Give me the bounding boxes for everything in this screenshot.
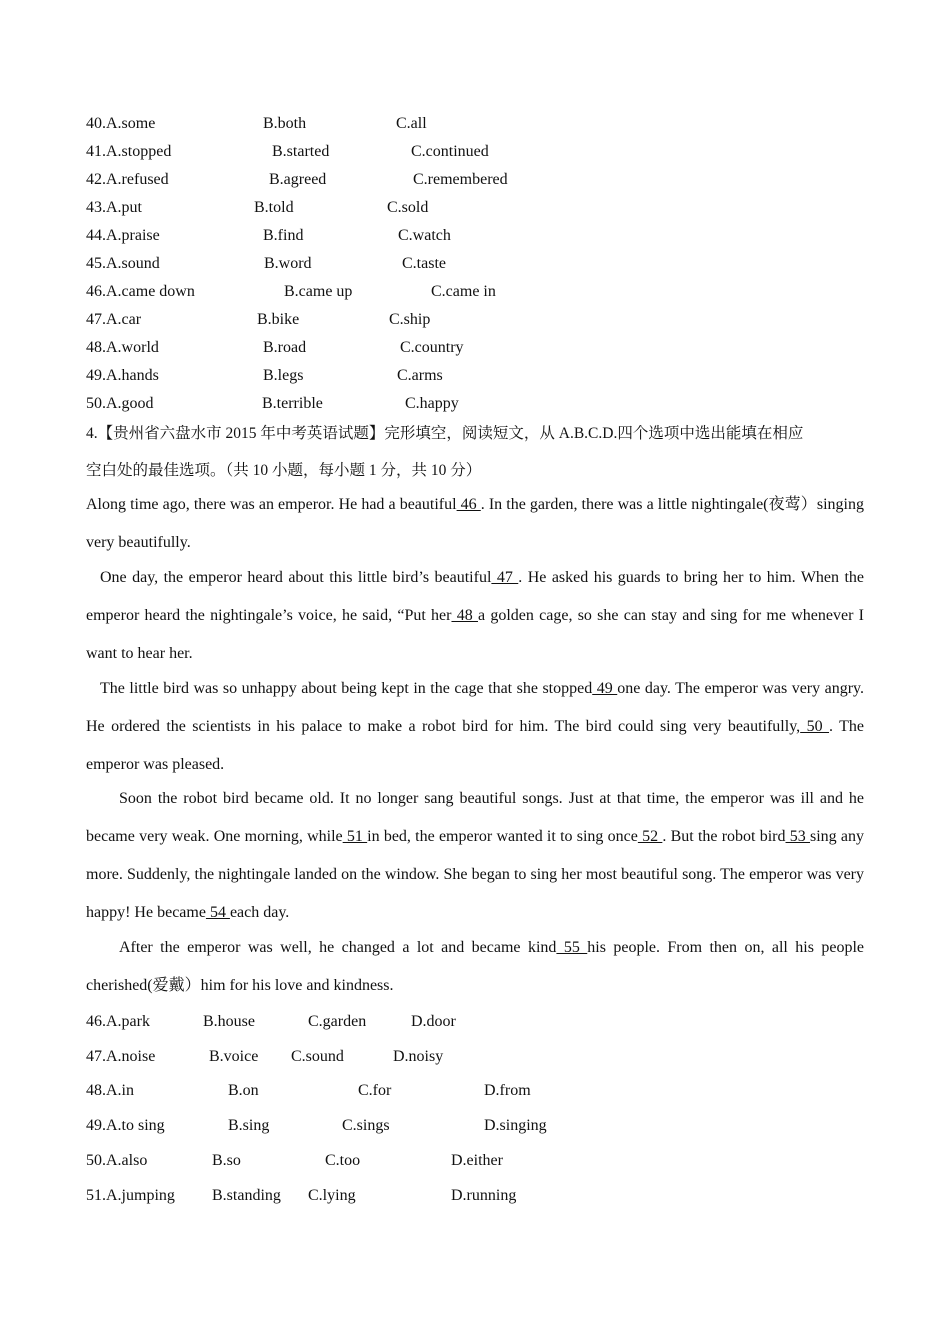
- text: The little bird was so unhappy about being kept in the cage that she stopped: [100, 680, 593, 697]
- option-43b: B.told: [254, 199, 294, 216]
- option-48a: 48.A.world: [86, 339, 159, 356]
- option-43c: C.sold: [387, 199, 429, 216]
- option-46b: B.came up: [284, 283, 353, 300]
- option-49a: 49.A.to sing: [86, 1117, 165, 1134]
- option-47d: D.noisy: [393, 1048, 444, 1065]
- blank-51: 51: [342, 828, 368, 845]
- section-title: 4.【贵州省六盘水市 2015 年中考英语试题】完形填空，阅读短文，从 A.B.C.D.四个选项中选出能填在相应: [86, 425, 804, 442]
- text: each day.: [229, 904, 290, 921]
- option-49b: B.sing: [228, 1117, 270, 1134]
- option-40b: B.both: [263, 115, 307, 132]
- text: Soon the robot bird became old. It no longer sang beautiful songs. Just at that time, the emperor was ill and he became very weak. One morning, while: [86, 790, 864, 845]
- option-46c: C.garden: [308, 1013, 367, 1030]
- option-48c: C.country: [400, 339, 464, 356]
- option-46d: D.door: [411, 1013, 456, 1030]
- option-46c: C.came in: [431, 283, 496, 300]
- option-42a: 42.A.refused: [86, 171, 169, 188]
- blank-52: 52: [637, 828, 663, 845]
- passage-paragraph-3: [86, 670, 864, 784]
- blank-54: 54: [205, 904, 230, 921]
- option-47b: B.voice: [209, 1048, 259, 1065]
- text: . But the robot bird: [662, 828, 786, 845]
- blank-47: 47: [491, 569, 519, 586]
- blank-55: 55: [556, 939, 588, 956]
- option-51d: D.running: [451, 1187, 517, 1204]
- text: a golden cage, so she can stay and sing for me whenever I want to hear her.: [86, 607, 865, 662]
- option-45c: C.taste: [402, 255, 446, 272]
- option-41b: B.started: [272, 143, 330, 160]
- option-47a: 47.A.noise: [86, 1048, 156, 1065]
- text: . In the garden, there was a little nightingale(夜莺）singing very beautifully.: [86, 496, 864, 551]
- passage-paragraph-5: [86, 929, 864, 1005]
- passage-paragraph-1: [86, 486, 864, 562]
- blank-46: 46: [456, 496, 481, 513]
- text: in bed, the emperor wanted it to sing once: [367, 828, 638, 845]
- text: Along time ago, there was an emperor. He had a beautiful: [86, 496, 457, 513]
- option-47c: C.ship: [389, 311, 431, 328]
- option-47a: 47.A.car: [86, 311, 142, 328]
- option-48a: 48.A.in: [86, 1082, 134, 1099]
- text: one day. The emperor was very angry. He ordered the scientists in his palace to make a robot bird for him. The bird could sing very beautifully,: [86, 680, 865, 735]
- blank-49: 49: [592, 680, 618, 697]
- option-47b: B.bike: [257, 311, 300, 328]
- option-44b: B.find: [263, 227, 304, 244]
- option-40c: C.all: [396, 115, 427, 132]
- text: . The emperor was pleased.: [86, 718, 865, 773]
- option-50b: B.terrible: [262, 395, 323, 412]
- option-43a: 43.A.put: [86, 199, 142, 216]
- option-50b: B.so: [212, 1152, 241, 1169]
- option-48b: B.road: [263, 339, 307, 356]
- option-44a: 44.A.praise: [86, 227, 160, 244]
- option-51c: C.lying: [308, 1187, 356, 1204]
- option-49c: C.arms: [397, 367, 443, 384]
- option-51a: 51.A.jumping: [86, 1187, 175, 1204]
- option-48b: B.on: [228, 1082, 259, 1099]
- option-42b: B.agreed: [269, 171, 327, 188]
- text: . He asked his guards to bring her to him. When the emperor heard the nightingale’s voice, he said, “Put her: [86, 569, 865, 624]
- passage-paragraph-4: [86, 780, 864, 932]
- option-48d: D.from: [484, 1082, 531, 1099]
- option-50c: C.too: [325, 1152, 361, 1169]
- text: After the emperor was well, he changed a lot and became kind: [119, 939, 557, 956]
- text: his people. From then on, all his people cherished(爱戴）him for his love and kindness.: [86, 939, 865, 994]
- option-50c: C.happy: [405, 395, 459, 412]
- option-49b: B.legs: [263, 367, 304, 384]
- passage-paragraph-2: [86, 559, 864, 673]
- option-50d: D.either: [451, 1152, 503, 1169]
- option-48c: C.for: [358, 1082, 392, 1099]
- option-40a: 40.A.some: [86, 115, 156, 132]
- option-45a: 45.A.sound: [86, 255, 160, 272]
- option-46a: 46.A.came down: [86, 283, 195, 300]
- option-45b: B.word: [264, 255, 312, 272]
- option-47c: C.sound: [291, 1048, 344, 1065]
- blank-53: 53: [785, 828, 810, 845]
- blank-48: 48: [451, 607, 478, 624]
- option-41c: C.continued: [411, 143, 489, 160]
- option-50a: 50.A.also: [86, 1152, 148, 1169]
- text: One day, the emperor heard about this little bird’s beautiful: [100, 569, 492, 586]
- section-title-cont: 空白处的最佳选项。（共 10 小题，每小题 1 分，共 10 分）: [86, 462, 482, 479]
- blank-50: 50: [800, 718, 830, 735]
- option-51b: B.standing: [212, 1187, 281, 1204]
- option-49a: 49.A.hands: [86, 367, 159, 384]
- option-44c: C.watch: [398, 227, 451, 244]
- option-49c: C.sings: [342, 1117, 390, 1134]
- option-46a: 46.A.park: [86, 1013, 150, 1030]
- option-50a: 50.A.good: [86, 395, 154, 412]
- option-41a: 41.A.stopped: [86, 143, 172, 160]
- option-42c: C.remembered: [413, 171, 508, 188]
- option-46b: B.house: [203, 1013, 255, 1030]
- text: sing any more. Suddenly, the nightingale landed on the window. She began to sing her most beautiful song. The emperor was very happy! He became: [86, 828, 865, 921]
- option-49d: D.singing: [484, 1117, 547, 1134]
